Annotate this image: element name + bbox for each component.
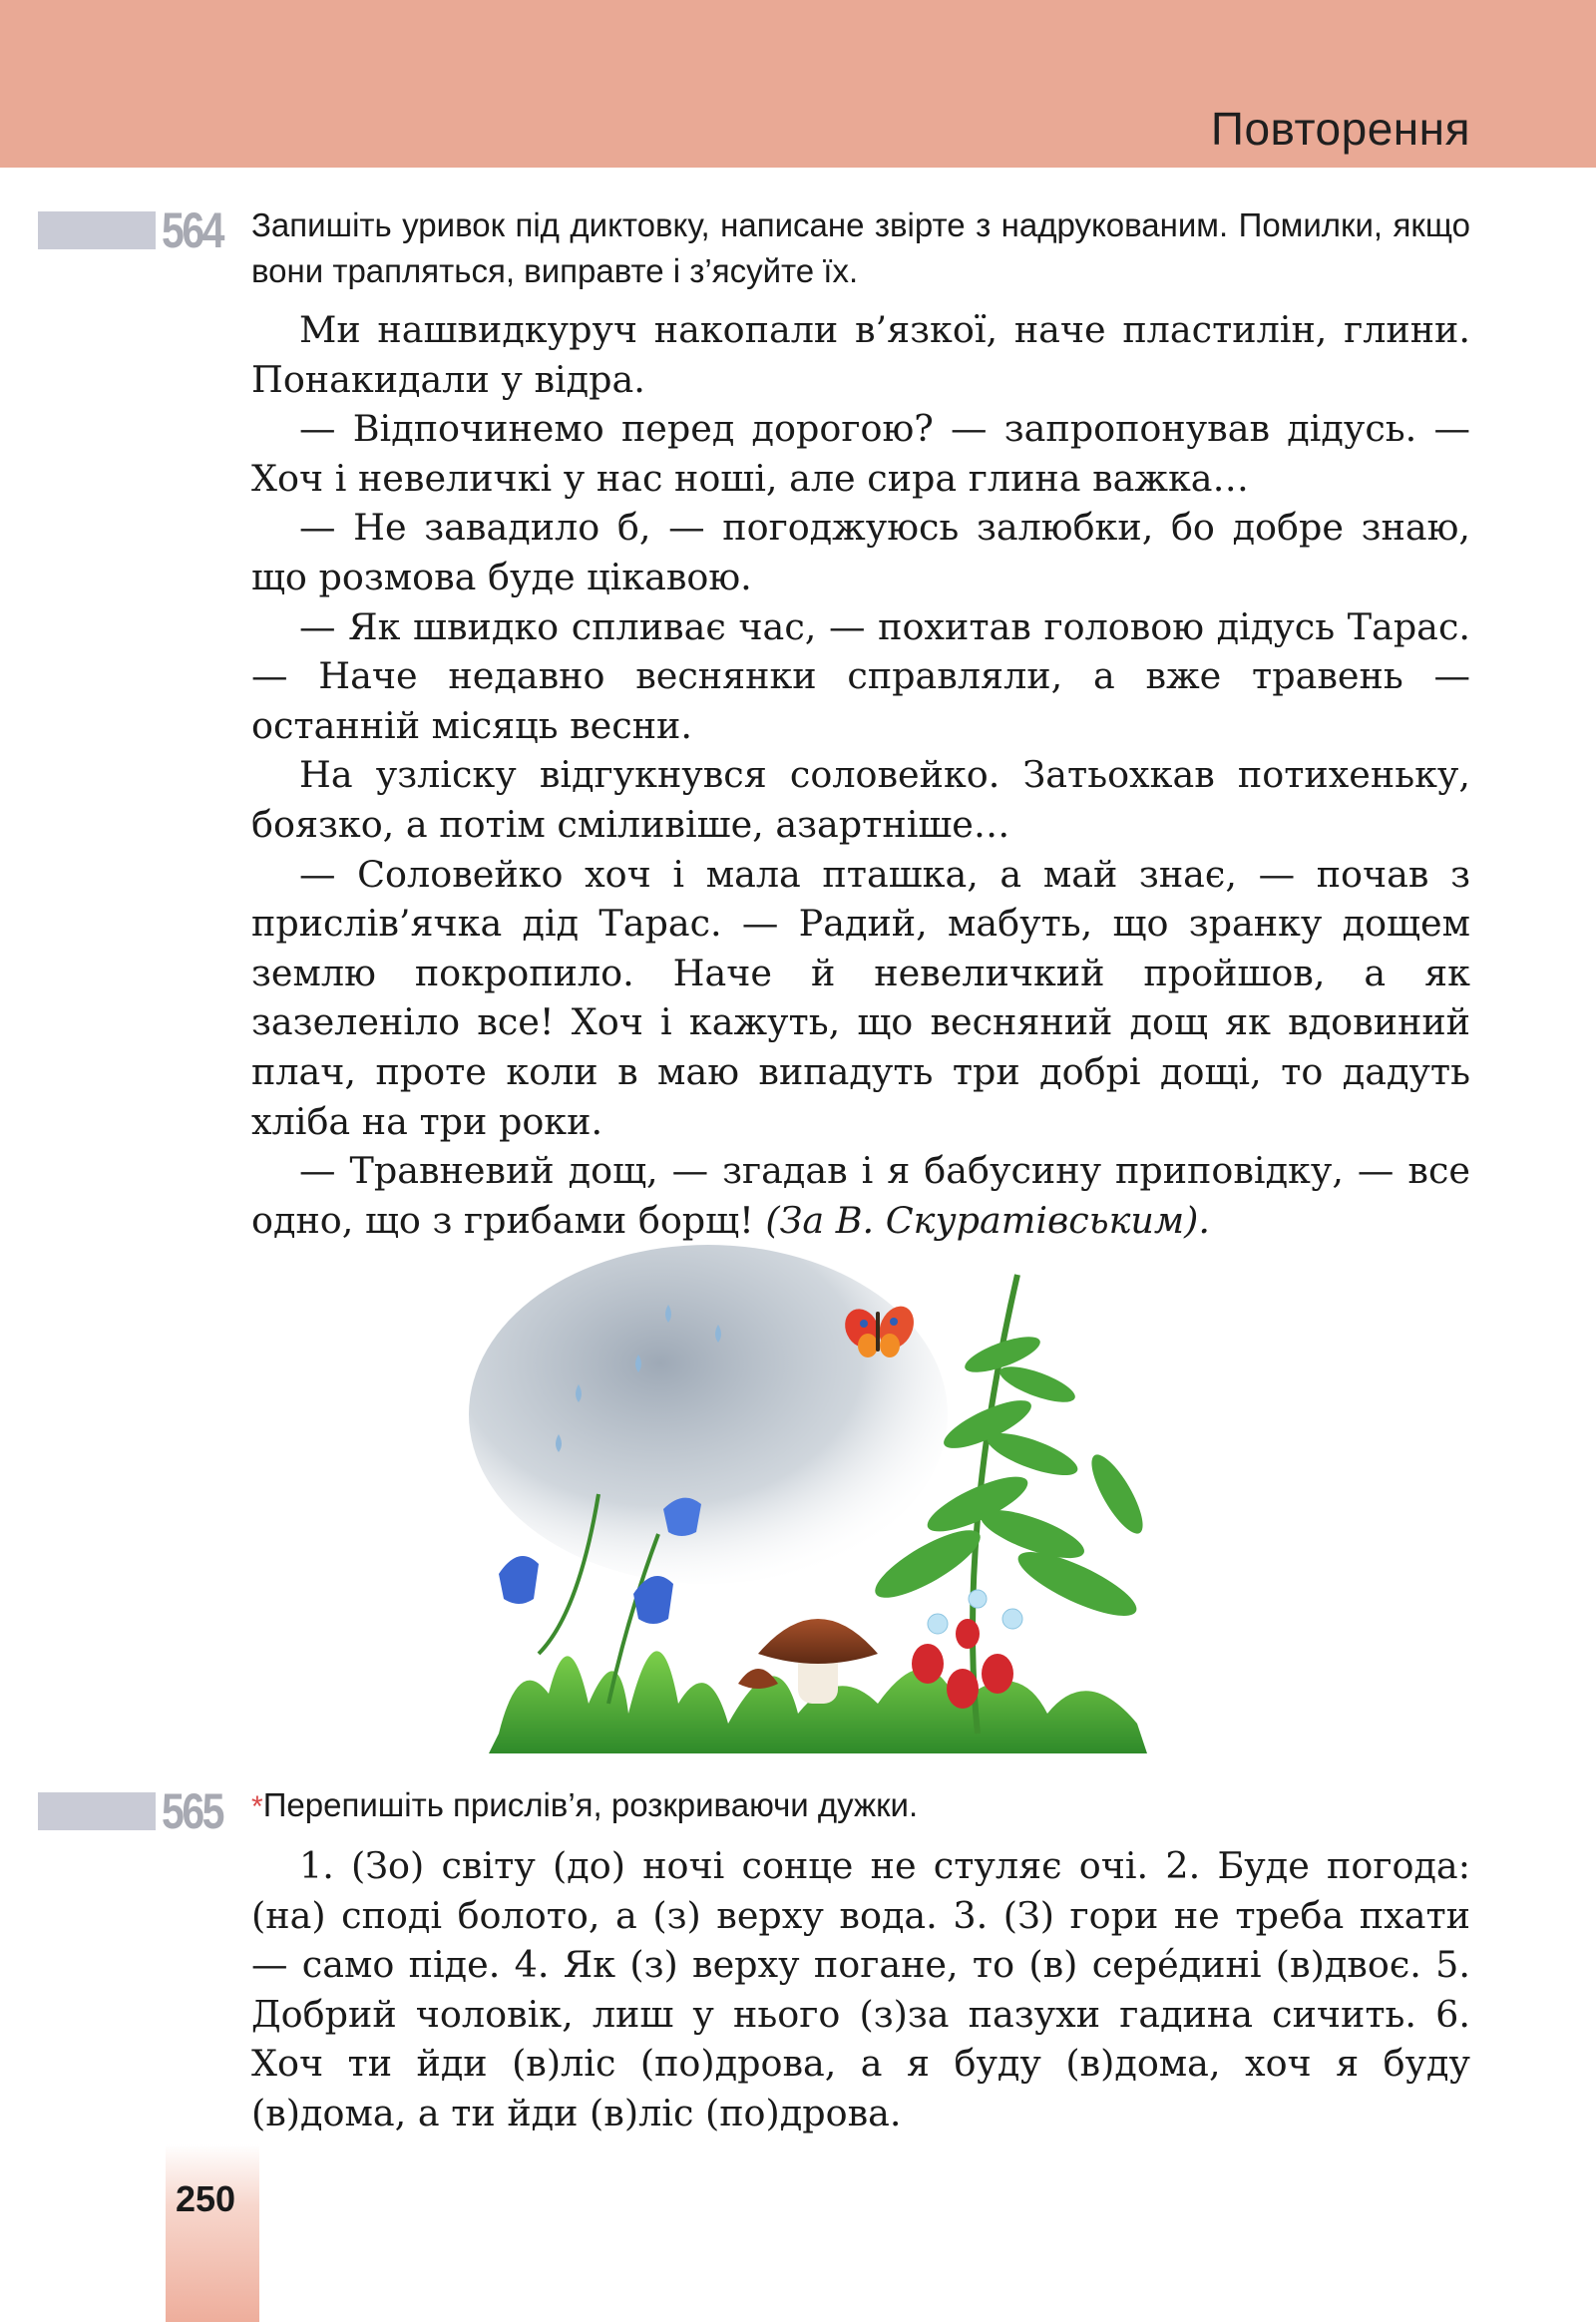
section-title: Повторення: [1210, 103, 1470, 155]
dictation-passage: [251, 305, 1470, 1245]
passage-paragraph: Ми нашвидкуруч накопали в’язкої, наче пластилін, глини. Понакидали у відра.: [251, 308, 1470, 401]
exercise-task: Запишіть уривок під диктовку, написане звірте з надрукованим. Помилки, якщо вони трапляться, виправте і з’ясуйте їх.: [251, 206, 1470, 289]
spring-rain-illustration: [459, 1235, 1177, 1753]
exercise-marker-bar: [38, 1792, 156, 1830]
exercise-number: 565: [162, 1783, 223, 1839]
proverbs-text: [251, 1841, 1470, 2138]
passage-paragraph: — Відпочинемо перед дорогою? — запропонував дідусь. — Хоч і невеличкі у нас ноші, але сира глина важка…: [251, 407, 1470, 500]
proverbs-paragraph: 1. (Зо) світу (до) ночі сонце не стуляє очі. 2. Буде погода: (на) споді болото, а (з) верху вода. 3. (З) гори не треба пхати — само піде. 4. Як (з) верху погане, то (в) серéдині (в)двоє. 5. Добрий чоловік, лиш у нього (з)за пазухи гадина сичить. 6. Хоч ти йди (в)ліс (по)дрова, а я буду (в)дома, хоч я буду (в)дома, а ти йди (в)ліс (по)дрова.: [251, 1844, 1470, 2134]
star-mark: *: [251, 1790, 263, 1823]
exercise-task: [251, 1782, 1470, 1830]
exercise-marker-bar: [38, 211, 156, 249]
task-text: Перепишіть прислів’я, розкриваючи дужки.: [262, 1786, 919, 1823]
passage-paragraph: — Соловейко хоч і мала пташка, а май знає, — почав з прислів’ячка дід Тарас. — Радий, мабуть, що зранку дощем землю покропило. Наче й невеличкий пройшов, а як зазеленіло все! Хоч і кажуть, що весняний дощ як вдовиний плач, проте коли в маю випадуть три добрі дощі, то дадуть хліба на три роки.: [251, 852, 1470, 1143]
passage-text: — Травневий дощ, — згадав і я бабусину приповідку, — все одно, що з грибами борщ!: [251, 1149, 1470, 1242]
source-attribution: (За В. Скуратівським).: [765, 1198, 1211, 1242]
rain-cloud: [469, 1245, 948, 1584]
page-number-tab: [166, 2144, 259, 2322]
passage-paragraph: — Як швидко спливає час, — похитав головою дідусь Тарас. — Наче недавно веснянки справляли, а вже травень — останній місяць весни.: [251, 604, 1470, 747]
passage-paragraph: — Не завадило б, — погоджуюсь залюбки, бо добре знаю, що розмова буде цікавою.: [251, 506, 1470, 598]
page-number: 250: [176, 2178, 236, 2219]
passage-paragraph: На узліску відгукнувся соловейко. Затьохкав потихеньку, боязко, а потім сміливіше, азартніше…: [251, 753, 1470, 846]
passage-paragraph-last: [251, 1146, 1470, 1245]
exercise-number: 564: [162, 202, 223, 258]
